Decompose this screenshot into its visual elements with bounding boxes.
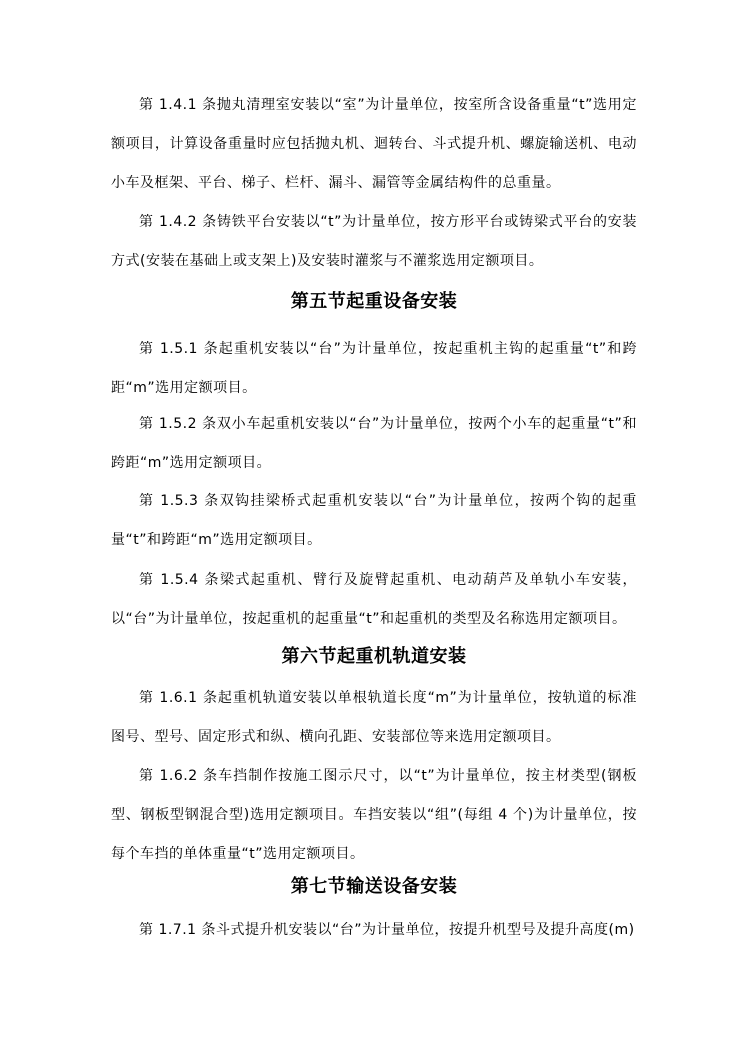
clause-1-5-2: 第 1.5.2 条双小车起重机安装以“台”为计量单位，按两个小车的起重量“t”和跨距“m”选用定额项目。 <box>111 416 637 471</box>
clause-1-4-1: 第 1.4.1 条抛丸清理室安装以“室”为计量单位，按室所含设备重量“t”选用定额项目，计算设备重量时应包括抛丸机、迴转台、斗式提升机、螺旋输送机、电动小车及框架、平台、梯子、栏杆、漏斗、漏管等金属结构件的总重量。 <box>111 97 637 191</box>
clause-1-6-2: 第 1.6.2 条车挡制作按施工图示尺寸，以“t”为计量单位，按主材类型(钢板型、钢板型钢混合型)选用定额项目。车挡安装以“组”(每组 4 个)为计量单位，按每个车挡的单体重量“t”选用定额项目。 <box>111 768 637 862</box>
clause-1-4-2: 第 1.4.2 条铸铁平台安装以“t”为计量单位，按方形平台或铸梁式平台的安装方式(安装在基础上或支架上)及安装时灌浆与不灌浆选用定额项目。 <box>111 214 637 269</box>
clause-1-5-4: 第 1.5.4 条梁式起重机、臂行及旋臂起重机、电动葫芦及单轨小车安装，以“台”为计量单位，按起重机的起重量“t”和起重机的类型及名称选用定额项目。 <box>111 572 637 627</box>
clause-1-5-1: 第 1.5.1 条起重机安装以“台”为计量单位，按起重机主钩的起重量“t”和跨距“m”选用定额项目。 <box>111 341 637 396</box>
section-6-heading: 第六节起重机轨道安装 <box>281 646 467 667</box>
section-7-heading: 第七节输送设备安装 <box>290 876 458 897</box>
clause-1-7-1: 第 1.7.1 条斗式提升机安装以“台”为计量单位，按提升机型号及提升高度(m) <box>139 922 635 938</box>
clause-1-6-1: 第 1.6.1 条起重机轨道安装以单根轨道长度“m”为计量单位，按轨道的标准图号、型号、固定形式和纵、横向孔距、安装部位等来选用定额项目。 <box>111 690 637 745</box>
section-5-heading: 第五节起重设备安装 <box>290 291 458 312</box>
clause-1-5-3: 第 1.5.3 条双钩挂梁桥式起重机安装以“台”为计量单位，按两个钩的起重量“t”和跨距“m”选用定额项目。 <box>111 493 637 548</box>
